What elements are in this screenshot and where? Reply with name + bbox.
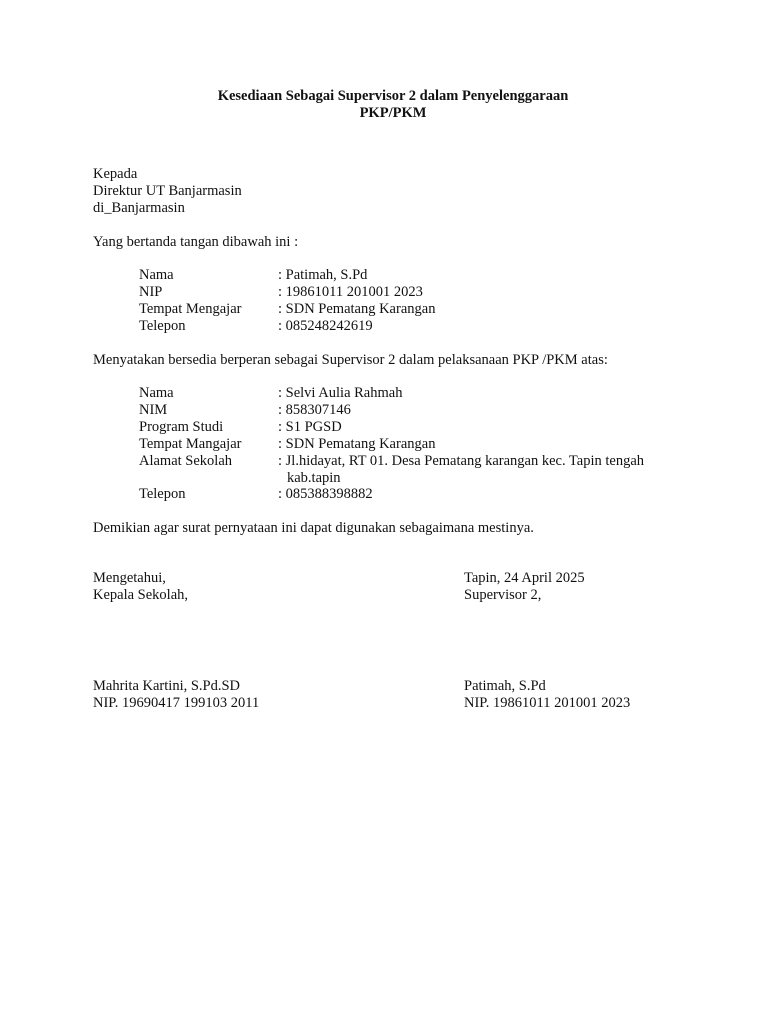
signature-right-name: Patimah, S.Pd xyxy=(464,678,546,694)
recipient-line2: Direktur UT Banjarmasin xyxy=(93,183,242,199)
field-label: Telepon xyxy=(139,486,186,502)
signature-left-line1: Mengetahui, xyxy=(93,570,166,586)
signature-left-nip: NIP. 19690417 199103 2011 xyxy=(93,695,260,711)
supervisor-field-nama xyxy=(139,267,699,284)
supervisor-field-telepon xyxy=(139,318,699,335)
field-value: : 19861011 201001 2023 xyxy=(278,284,423,300)
field-value: : SDN Pematang Karangan xyxy=(278,301,436,317)
field-value: : Selvi Aulia Rahmah xyxy=(278,385,403,401)
signature-left-line2: Kepala Sekolah, xyxy=(93,587,189,603)
signature-left-name: Mahrita Kartini, S.Pd.SD xyxy=(93,678,241,694)
student-field-nim xyxy=(139,402,699,419)
document-title-line2: PKP/PKM xyxy=(359,105,427,121)
field-value: : Patimah, S.Pd xyxy=(278,267,368,283)
field-value: : SDN Pematang Karangan xyxy=(278,436,436,452)
address-continuation: kab.tapin xyxy=(287,470,341,486)
field-label: NIM xyxy=(139,402,168,418)
field-label: NIP xyxy=(139,284,163,300)
supervisor-field-nip xyxy=(139,284,699,301)
field-label: Tempat Mangajar xyxy=(139,436,242,452)
field-label: Alamat Sekolah xyxy=(139,453,233,469)
student-field-program-studi xyxy=(139,419,699,436)
closing-text: Demikian agar surat pernyataan ini dapat digunakan sebagaimana mestinya. xyxy=(93,520,534,536)
signature-right-line1: Tapin, 24 April 2025 xyxy=(464,570,585,586)
signature-right-nip: NIP. 19861011 201001 2023 xyxy=(464,695,631,711)
field-label: Nama xyxy=(139,385,174,401)
student-field-nama xyxy=(139,385,699,402)
field-value: : 858307146 xyxy=(278,402,351,418)
field-label: Nama xyxy=(139,267,174,283)
statement-text: Menyatakan bersedia berperan sebagai Supervisor 2 dalam pelaksanaan PKP /PKM atas: xyxy=(93,352,608,368)
field-label: Tempat Mengajar xyxy=(139,301,242,317)
student-field-tempat-mangajar xyxy=(139,436,699,453)
intro-text: Yang bertanda tangan dibawah ini : xyxy=(93,234,299,250)
student-field-alamat-sekolah xyxy=(139,453,699,470)
supervisor-field-tempat-mengajar xyxy=(139,301,699,318)
field-value: : S1 PGSD xyxy=(278,419,342,435)
field-label: Telepon xyxy=(139,318,186,334)
field-value: : 085388398882 xyxy=(278,486,373,502)
field-label: Program Studi xyxy=(139,419,224,435)
recipient-line1: Kepada xyxy=(93,166,138,182)
field-value: : 085248242619 xyxy=(278,318,373,334)
field-value: : Jl.hidayat, RT 01. Desa Pematang karangan kec. Tapin tengah xyxy=(278,453,645,469)
recipient-line3: di_Banjarmasin xyxy=(93,200,185,216)
document-title: Kesediaan Sebagai Supervisor 2 dalam Penyelenggaraan xyxy=(217,88,569,104)
signature-right-line2: Supervisor 2, xyxy=(464,587,542,603)
student-field-telepon xyxy=(139,486,699,503)
